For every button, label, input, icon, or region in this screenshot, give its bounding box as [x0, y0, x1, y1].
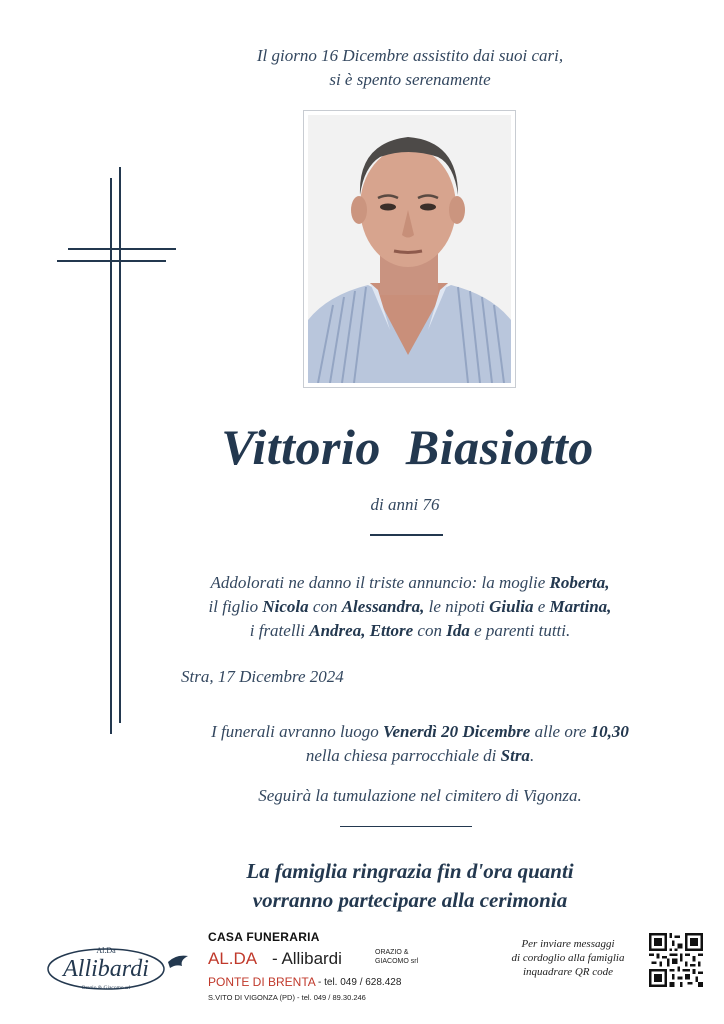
announcement-line-3 [150, 619, 670, 643]
qr-code-icon [649, 933, 703, 987]
logo-graphic [46, 944, 192, 994]
casa-funeraria-label: CASA FUNERARIA [208, 930, 320, 944]
announcement-fragment: le nipoti [424, 597, 490, 616]
funeral-home-logo [46, 944, 192, 994]
ponte-di-brenta-phone: - tel. 049 / 628.428 [318, 977, 402, 988]
qr-instructions [498, 937, 638, 979]
cross-vertical-bar-2 [119, 167, 121, 723]
announcement-line-1 [150, 571, 670, 595]
sister-in-law-name: Ida [446, 621, 470, 640]
announcement-fragment: Addolorati ne danno il triste annuncio: la moglie [210, 573, 550, 592]
logo-main-text: Allibardi [63, 956, 149, 982]
s-vito-address-phone: S.VITO DI VIGONZA (PD) - tel. 049 / 89.30.246 [208, 993, 366, 1002]
funeral-text [160, 720, 680, 768]
deceased-age: di anni 76 [370, 495, 440, 514]
announcement-line-2 [150, 595, 670, 619]
orazio-line-1: ORAZIO & [375, 949, 409, 956]
ponte-di-brenta-location: PONTE DI BRENTA [208, 975, 316, 989]
intro-line-2: si è spento serenamente [329, 70, 491, 89]
funeral-place: Stra [500, 746, 530, 765]
qr-line-3: inquadrare QR code [522, 966, 614, 978]
announcement-fragment: e [533, 597, 550, 616]
wife-name: Roberta, [549, 573, 610, 592]
qr-line-2: di cordoglio alla famiglia [511, 952, 625, 964]
funeral-time: 10,30 [590, 722, 629, 741]
announcement-fragment: i fratelli [249, 621, 310, 640]
funeral-day: Venerdì 20 Dicembre [383, 722, 531, 741]
place-and-date: Stra, 17 Dicembre 2024 [181, 667, 344, 686]
announcement-text [150, 571, 670, 643]
divider-short [370, 534, 443, 536]
son-name: Nicola [262, 597, 309, 616]
orazio-line-2: GIACOMO srl [375, 958, 419, 965]
announcement-fragment: con [413, 621, 447, 640]
brand-alda: AL.DA [208, 949, 258, 968]
funeral-fragment: nella chiesa parrocchiale di [305, 746, 501, 765]
divider-long [340, 826, 472, 827]
funeral-fragment: . [529, 746, 535, 765]
cross-horizontal-bar-2 [57, 260, 166, 262]
portrait-illustration [308, 115, 511, 383]
granddaughter-2-name: Martina, [549, 597, 612, 616]
funeral-line-1 [160, 720, 680, 744]
thanks-line-1: La famiglia ringrazia fin d'ora quanti [246, 859, 574, 883]
granddaughter-1-name: Giulia [489, 597, 534, 616]
qr-line-1: Per inviare messaggi [521, 938, 615, 950]
thanks-line-2: vorranno partecipare alla cerimonia [252, 888, 568, 912]
funeral-fragment: I funerali avranno luogo [211, 722, 384, 741]
intro-text [200, 44, 620, 92]
portrait-photo [308, 115, 511, 383]
announcement-fragment: il figlio [208, 597, 263, 616]
portrait-frame [303, 110, 516, 388]
announcement-fragment: e parenti tutti. [469, 621, 571, 640]
intro-line-1: Il giorno 16 Dicembre assistito dai suoi cari, [256, 46, 564, 65]
logo-sub-text: Orazio & Giacomo srl [81, 985, 131, 991]
son-partner-name: Alessandra, [341, 597, 425, 616]
burial-text: Seguirà la tumulazione nel cimitero di Vigonza. [258, 786, 582, 805]
announcement-fragment: con [308, 597, 342, 616]
funeral-line-2 [160, 744, 680, 768]
thanks-text [170, 857, 650, 915]
funeral-fragment: alle ore [530, 722, 591, 741]
qr-code[interactable] [649, 933, 703, 987]
brothers-names: Andrea, Ettore [309, 621, 414, 640]
dove-icon [168, 956, 188, 968]
deceased-name: Vittorio Biasiotto [221, 419, 594, 475]
cross-horizontal-bar-1 [68, 248, 176, 250]
brand-allibardi: - Allibardi [272, 949, 342, 968]
brand-orazio-giacomo [375, 948, 418, 966]
logo-top-text: Al.Da [96, 946, 116, 955]
